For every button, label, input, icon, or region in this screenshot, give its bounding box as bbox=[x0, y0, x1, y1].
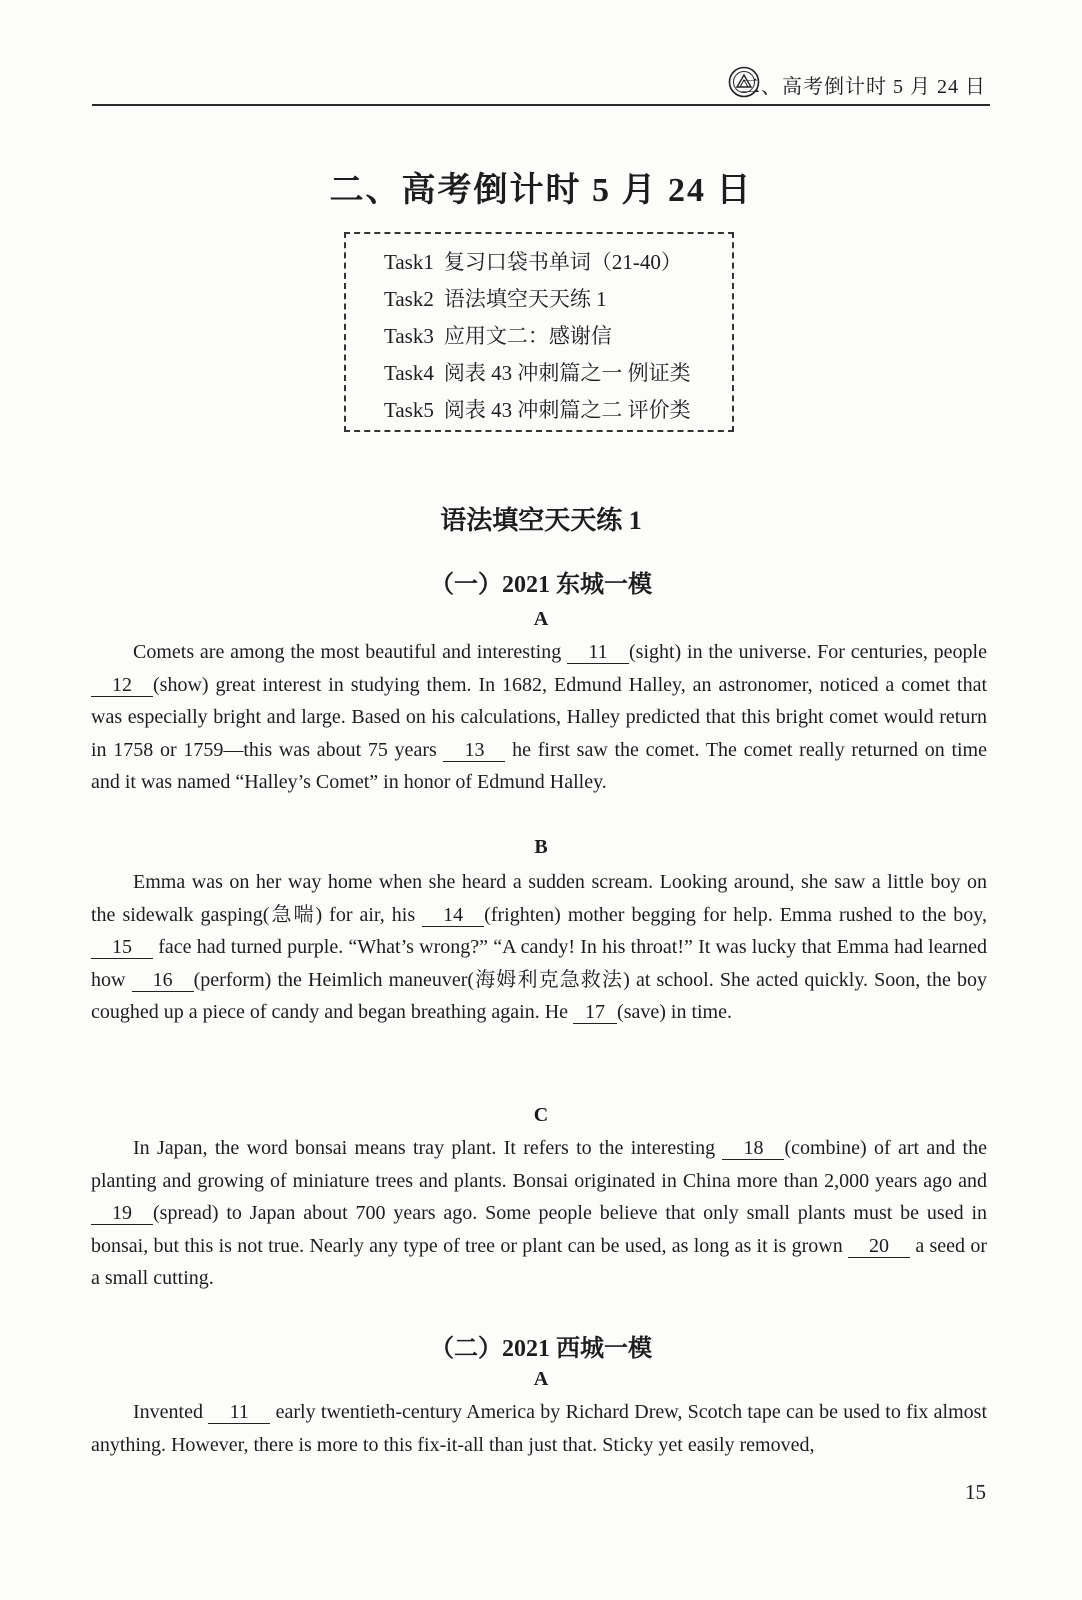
passage-text: Invented bbox=[133, 1401, 209, 1423]
task-text: 应用文二：感谢信 bbox=[443, 324, 612, 348]
blank: 16 bbox=[132, 969, 194, 992]
task-id: Task1 bbox=[384, 250, 434, 274]
passage-text: he first saw the comet. The comet really returned on time and it was named “Halley’s Comet” in honor of Edmund Halley. bbox=[91, 738, 987, 794]
passage-letter: A bbox=[533, 608, 549, 630]
blank: 17 bbox=[573, 1001, 617, 1024]
page-number: 15 bbox=[965, 1480, 986, 1504]
task-item bbox=[384, 355, 732, 392]
blank: 12 bbox=[91, 674, 153, 697]
subsection-title: （二）2021 西城一模 bbox=[430, 1336, 652, 1362]
page-title: 二、高考倒计时 5 月 24 日 bbox=[329, 172, 753, 209]
task-id: Task4 bbox=[384, 361, 434, 385]
passage-text: a seed or a small cutting. bbox=[91, 1234, 988, 1290]
passage-letter: A bbox=[533, 1368, 549, 1390]
passage-text: (perform) the Heimlich maneuver(海姆利克急救法) at school. She acted quickly. Soon, the boy coughed up a piece of candy and began breathing again. He bbox=[91, 968, 987, 1024]
passage-text: (frighten) mother begging for help. Emma rushed to the boy, bbox=[484, 903, 987, 926]
task-text: 复习口袋书单词（21-40） bbox=[443, 250, 682, 274]
blank: 18 bbox=[722, 1137, 784, 1160]
blank: 15 bbox=[91, 936, 153, 959]
blank: 11 bbox=[567, 641, 629, 664]
task-item bbox=[384, 318, 732, 355]
task-id: Task2 bbox=[384, 287, 434, 311]
blank: 19 bbox=[91, 1202, 153, 1225]
passage-text: (spread) to Japan about 700 years ago. Some people believe that only small plants must be used in bonsai, but this is not true. Nearly any type of tree or plant can be used, as long as it is grown bbox=[91, 1202, 987, 1257]
passage-text: (sight) in the universe. For centuries, people bbox=[629, 641, 987, 663]
passage-text: early twentieth-century America by Richard Drew, Scotch tape can be used to fix almost anything. However, there is more to this fix-it-all than just that. Sticky yet easily removed, bbox=[91, 1401, 988, 1456]
task-text: 阅表 43 冲刺篇之二 评价类 bbox=[443, 398, 691, 422]
passage-letter: C bbox=[533, 1104, 549, 1126]
running-header bbox=[92, 64, 990, 106]
passage-a bbox=[91, 636, 987, 799]
passage-letter: B bbox=[534, 836, 548, 858]
task-id: Task5 bbox=[384, 398, 434, 422]
section-title: 语法填空天天练 1 bbox=[440, 506, 642, 535]
passage-text: In Japan, the word bonsai means tray plant. It refers to the interesting bbox=[133, 1137, 723, 1159]
passage-text: face had turned purple. “What’s wrong?” “A candy! In his throat!” It was lucky that Emma had learned how bbox=[91, 936, 987, 991]
task-list-box bbox=[344, 232, 734, 432]
task-item bbox=[384, 392, 732, 429]
passage-text: (save) in time. bbox=[617, 1001, 732, 1024]
header-title: 二、高考倒计时 5 月 24 日 bbox=[740, 76, 986, 98]
passage-text: Comets are among the most beautiful and interesting bbox=[133, 641, 567, 663]
blank: 20 bbox=[848, 1235, 910, 1258]
subsection-title: （一）2021 东城一模 bbox=[430, 572, 652, 598]
passage-c bbox=[91, 1132, 987, 1295]
blank: 14 bbox=[422, 904, 484, 927]
task-item bbox=[384, 244, 732, 281]
passage-text: Emma was on her way home when she heard a sudden scream. Looking around, she saw a little boy on the sidewalk gasping(急喘) for air, his bbox=[91, 871, 987, 926]
passage-text: (combine) of art and the planting and growing of miniature trees and plants. Bonsai originated in China more than 2,000 years ago and bbox=[91, 1137, 987, 1192]
blank: 11 bbox=[208, 1401, 270, 1424]
blank: 13 bbox=[443, 739, 505, 762]
passage-a bbox=[91, 1396, 987, 1461]
passage-b bbox=[91, 866, 987, 1029]
task-text: 阅表 43 冲刺篇之一 例证类 bbox=[443, 361, 691, 385]
task-text: 语法填空天天练 1 bbox=[443, 287, 607, 311]
task-item bbox=[384, 281, 732, 318]
task-id: Task3 bbox=[384, 324, 434, 348]
passage-text: (show) great interest in studying them. In 1682, Edmund Halley, an astronomer, noticed a comet that was especially bright and large. Based on his calculations, Halley predicted that this bright comet would return in 1758 or 1759—this was about 75 years bbox=[91, 673, 987, 761]
